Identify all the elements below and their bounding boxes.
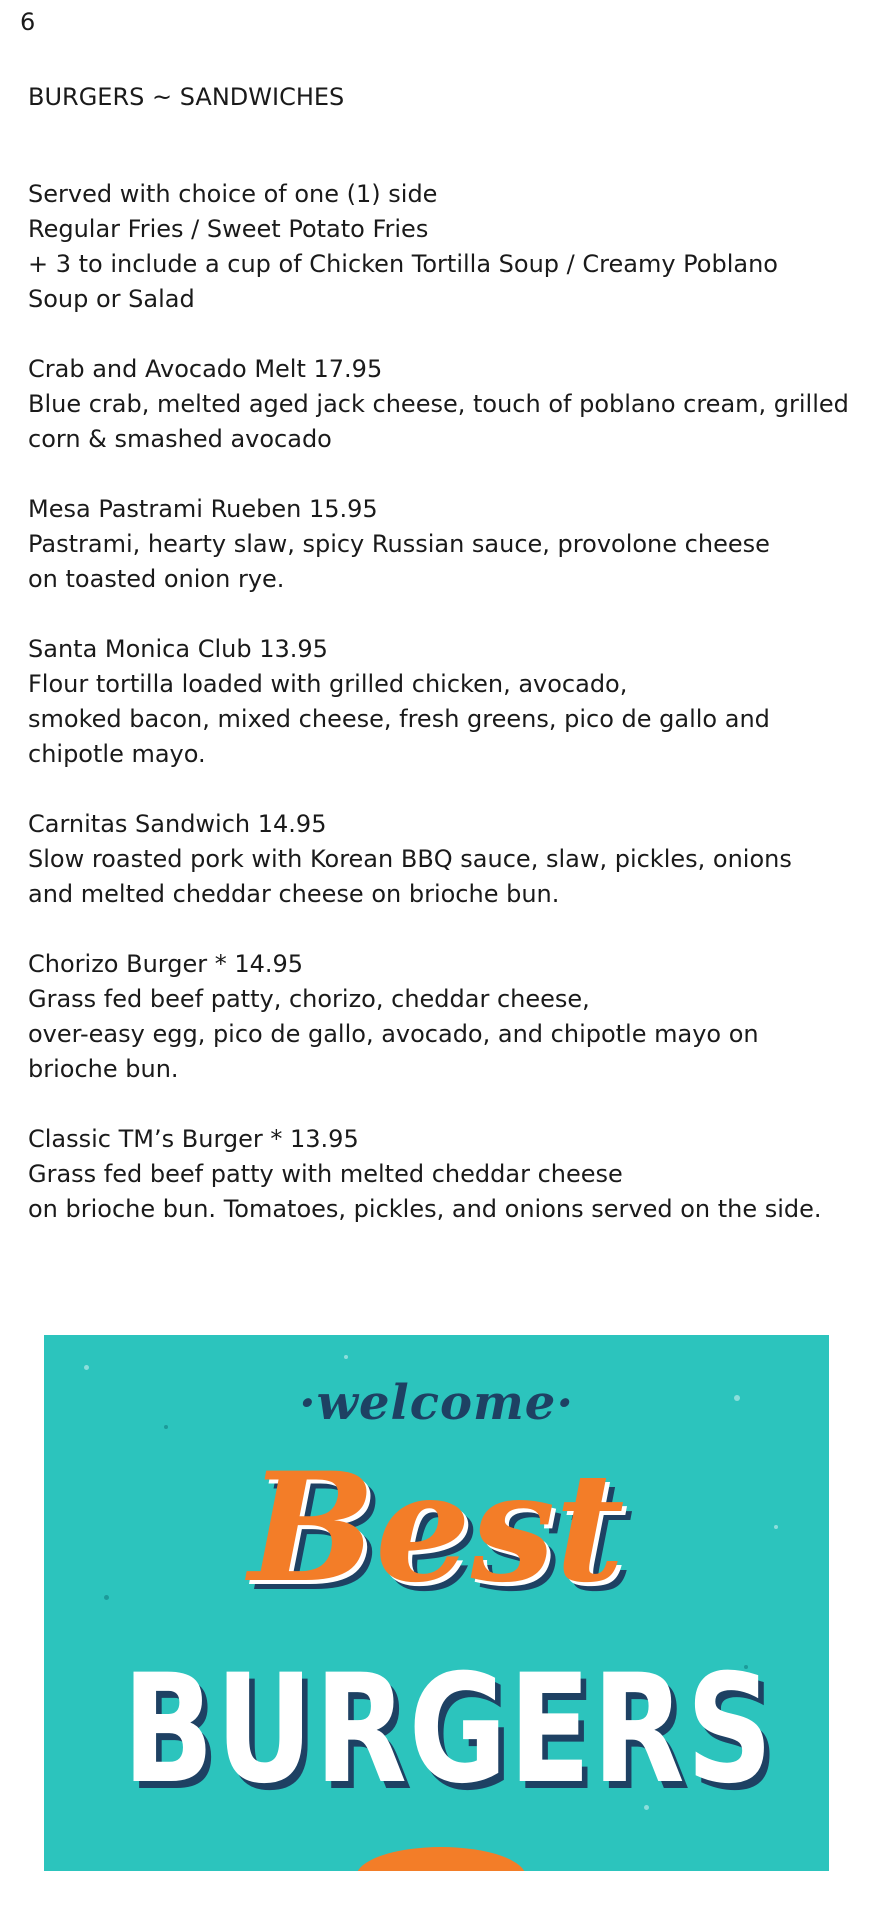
menu-item-description: on toasted onion rye. [28,565,285,593]
menu-item [28,947,858,1087]
menu-item [28,1122,858,1227]
menu-item-description: and melted cheddar cheese on brioche bun. [28,880,560,908]
speck [84,1365,89,1370]
speck [344,1355,348,1359]
menu-item [28,352,858,457]
menu-item [28,807,858,912]
intro-line: Regular Fries / Sweet Potato Fries [28,215,429,243]
menu-item-description: brioche bun. [28,1055,179,1083]
section-title: BURGERS ~ SANDWICHES [28,83,345,111]
menu-item-title: Mesa Pastrami Rueben 15.95 [28,495,378,523]
welcome-text: ·welcome· [298,1375,575,1431]
menu-item [28,492,858,597]
menu-item-description: Slow roasted pork with Korean BBQ sauce, slaw, pickles, onions [28,845,792,873]
menu-item-title: Chorizo Burger * 14.95 [28,950,304,978]
menu-item-description: Grass fed beef patty, chorizo, cheddar cheese, [28,985,590,1013]
menu-item-description: smoked bacon, mixed cheese, fresh greens, pico de gallo and [28,705,770,733]
menu-item-description: Pastrami, hearty slaw, spicy Russian sauce, provolone cheese [28,530,770,558]
menu-item [28,632,858,772]
menu-item-description: Blue crab, melted aged jack cheese, touch of poblano cream, grilled [28,390,849,418]
menu-item-description: chipotle mayo. [28,740,206,768]
intro-line: Served with choice of one (1) side [28,180,438,208]
menu-item-description: Flour tortilla loaded with grilled chicken, avocado, [28,670,628,698]
menu-item-title: Santa Monica Club 13.95 [28,635,328,663]
burger-bun-graphic [356,1847,526,1871]
menu-item-description: over-easy egg, pico de gallo, avocado, and chipotle mayo on [28,1020,759,1048]
menu-item-description: on brioche bun. Tomatoes, pickles, and onions served on the side. [28,1195,822,1223]
sides-intro [28,177,858,317]
menu-item-description: corn & smashed avocado [28,425,332,453]
menu-item-description: Grass fed beef patty with melted cheddar cheese [28,1160,623,1188]
burgers-text: BURGERS [122,1643,775,1817]
menu-item-title: Classic TM’s Burger * 13.95 [28,1125,359,1153]
intro-line: + 3 to include a cup of Chicken Tortilla Soup / Creamy Poblano [28,250,778,278]
page-number: 6 [20,8,36,36]
menu-content [28,80,858,1227]
best-burgers-banner [44,1335,829,1871]
menu-item-title: Carnitas Sandwich 14.95 [28,810,327,838]
menu-item-title: Crab and Avocado Melt 17.95 [28,355,383,383]
best-text: Best [248,1440,625,1616]
intro-line: Soup or Salad [28,285,195,313]
